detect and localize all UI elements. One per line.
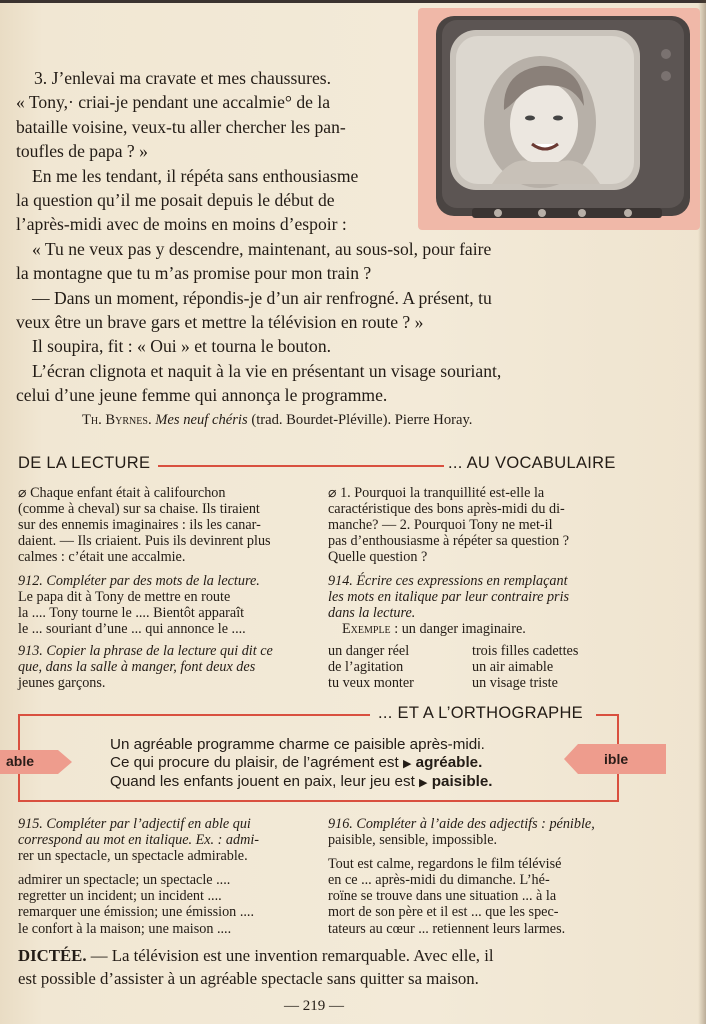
ortho-line-2-text: Ce qui procure du plaisir, de l’agrément est <box>110 754 399 771</box>
exercise-title: 912. Compléter par des mots de la lecture. <box>18 573 260 589</box>
story-line: « Tu ne veux pas y descendre, maintenant, au sous-sol, pour faire <box>32 238 492 259</box>
exercise-line: les mots en italique par leur contraire pris <box>328 589 570 606</box>
source-rest: (trad. Bourdet-Pléville). Pierre Horay. <box>251 412 473 428</box>
exercise-title: 914. Écrire ces expressions en remplaçant <box>328 573 568 589</box>
expression: tu veux monter <box>328 675 414 692</box>
lecture-line: (comme à cheval) sur sa chaise. Ils tiraient <box>18 501 260 518</box>
expression: un danger réel <box>328 643 410 659</box>
page-number: — 219 — <box>284 998 344 1014</box>
arrow-right-icon: ▶ <box>402 758 412 770</box>
dictee-label: DICTÉE. <box>18 946 87 965</box>
story-line: « Tony,· criai-je pendant une accalmie° de la <box>16 92 331 113</box>
story-line: — Dans un moment, répondis-je d’un air renfrogné. A présent, tu <box>32 287 492 308</box>
exercise-text: tateurs au cœur ... retiennent leurs larmes. <box>328 920 566 937</box>
ortho-line-3 <box>110 773 493 792</box>
dictee-line-2: est possible d’assister à un agréable spectacle sans quitter sa maison. <box>18 969 479 988</box>
expression: un visage triste <box>472 675 558 692</box>
lecture-line: daient. — Ils criaient. Puis ils devinrent plus <box>18 533 271 550</box>
exercise-line: jeunes garçons. <box>18 675 106 692</box>
exercise-line: Le papa dit à Tony de mettre en route <box>18 589 231 606</box>
ortho-line-1: Un agréable programme charme ce paisible après-midi. <box>110 736 485 753</box>
ortho-line-3-result: paisible. <box>431 773 493 790</box>
exercise-line: la .... Tony tourne le .... Bientôt apparaît <box>18 605 245 622</box>
exercise-915 <box>18 816 318 937</box>
expression: de l’agitation <box>328 659 404 676</box>
heading-vocabulaire: ... AU VOCABULAIRE <box>448 454 616 472</box>
story-line: celui d’une jeune femme qui annonça le programme. <box>16 385 388 406</box>
exercise-text: mort de son père et il est ... que les spec- <box>328 904 559 921</box>
arrow-right-icon: ▶ <box>419 777 428 789</box>
expression: un air aimable <box>472 659 554 676</box>
heading-lecture: DE LA LECTURE <box>18 454 151 472</box>
lecture-line: calmes : c’était une accalmie. <box>18 549 186 566</box>
exercise-916 <box>328 816 628 937</box>
ortho-line-3-text: Quand les enfants jouent en paix, leur jeu est <box>110 773 415 790</box>
question-line: caractéristique des bons après-midi du di- <box>328 501 565 518</box>
story-line: l’après-midi avec de moins en moins d’espoir : <box>16 214 347 235</box>
ortho-line-2 <box>110 754 493 773</box>
vocabulaire-questions <box>328 485 628 565</box>
exercise-item: le confort à la maison; une maison .... <box>18 920 232 937</box>
dictee-text-1: — La télévision est une invention remarquable. Avec elle, il <box>90 946 494 965</box>
expression: trois filles cadettes <box>472 643 579 659</box>
exercise-912 <box>18 573 308 637</box>
question-line: manche? — 2. Pourquoi Tony ne met-il <box>328 517 553 534</box>
exercise-title: 916. Compléter à l’aide des adjectifs : pénible, <box>328 816 595 832</box>
story-line: En me les tendant, il répéta sans enthousiasme <box>32 165 359 186</box>
heading-orthographe: ... ET A L’ORTHOGRAPHE <box>378 704 583 722</box>
exercise-text: Tout est calme, regardons le film télévisé <box>328 856 562 873</box>
lecture-line: ⌀ Chaque enfant était à califourchon <box>18 485 226 501</box>
exercise-item: regretter un incident; un incident .... <box>18 888 222 905</box>
story-line: 3. J’enlevai ma cravate et mes chaussures. <box>34 68 332 88</box>
tab-arrow-icon <box>58 750 72 774</box>
story-line: L’écran clignota et naquit à la vie en présentant un visage souriant, <box>32 360 502 381</box>
exercise-item: admirer un spectacle; un spectacle .... <box>18 872 231 889</box>
lecture-notes <box>18 485 308 565</box>
question-line: ⌀ 1. Pourquoi la tranquillité est-elle la <box>328 485 545 501</box>
story-line: toufles de papa ? » <box>16 141 148 162</box>
heading-rule <box>158 465 444 467</box>
story-line: la question qu’il me posait depuis le début de <box>16 190 335 211</box>
source-author: Th. Byrnes. <box>82 412 152 428</box>
dictee <box>18 944 494 990</box>
example-label: Exemple : <box>342 621 399 638</box>
tab-ible-label: ible <box>604 751 629 767</box>
source-title: Mes neuf chéris <box>155 412 248 428</box>
dictee-line-1 <box>18 944 494 967</box>
exercise-line: le ... souriant d’une ... qui annonce le .... <box>18 621 246 638</box>
story-line: Il soupira, fit : « Oui » et tourna le bouton. <box>32 336 332 357</box>
top-edge <box>0 0 706 3</box>
tab-able-label: able <box>6 753 35 769</box>
exercise-line: que, dans la salle à manger, font deux des <box>18 659 256 676</box>
example-text: un danger imaginaire. <box>401 621 526 638</box>
example-line <box>342 621 628 637</box>
exercise-line: rer un spectacle, un spectacle admirable. <box>18 848 248 865</box>
exercise-text: en ce ... après-midi du dimanche. L’hé- <box>328 872 550 889</box>
story-text <box>16 66 502 408</box>
exercise-line: paisible, sensible, impossible. <box>328 832 498 849</box>
story-line: la montagne que tu m’as promise pour mon train ? <box>16 263 372 284</box>
ortho-rules <box>110 736 493 792</box>
story-line: bataille voisine, veux-tu aller chercher les pan- <box>16 116 346 137</box>
exercise-item: remarquer une émission; une émission .... <box>18 904 255 921</box>
exercise-line: dans la lecture. <box>328 605 416 622</box>
exercise-title: 915. Compléter par l’adjectif en able qui <box>18 816 251 832</box>
question-line: pas d’enthousiasme à répéter sa question ? <box>328 533 570 550</box>
ortho-line-2-result: agréable. <box>415 754 483 771</box>
expressions-col1 <box>328 643 414 691</box>
expressions-col2 <box>472 643 578 691</box>
exercise-text: roïne se trouve dans une situation ... à la <box>328 888 557 905</box>
exercise-913 <box>18 643 308 691</box>
lecture-line: sur des ennemis imaginaires : ils les canar- <box>18 517 261 534</box>
exercise-title: 913. Copier la phrase de la lecture qui dit ce <box>18 643 273 659</box>
exercise-line: correspond au mot en italique. Ex. : admi- <box>18 832 260 849</box>
tab-arrow-icon <box>564 744 578 774</box>
exercise-914 <box>328 573 628 637</box>
source-citation <box>82 412 472 429</box>
question-line: Quelle question ? <box>328 549 428 566</box>
story-line: veux être un brave gars et mettre la télévision en route ? » <box>16 312 424 333</box>
